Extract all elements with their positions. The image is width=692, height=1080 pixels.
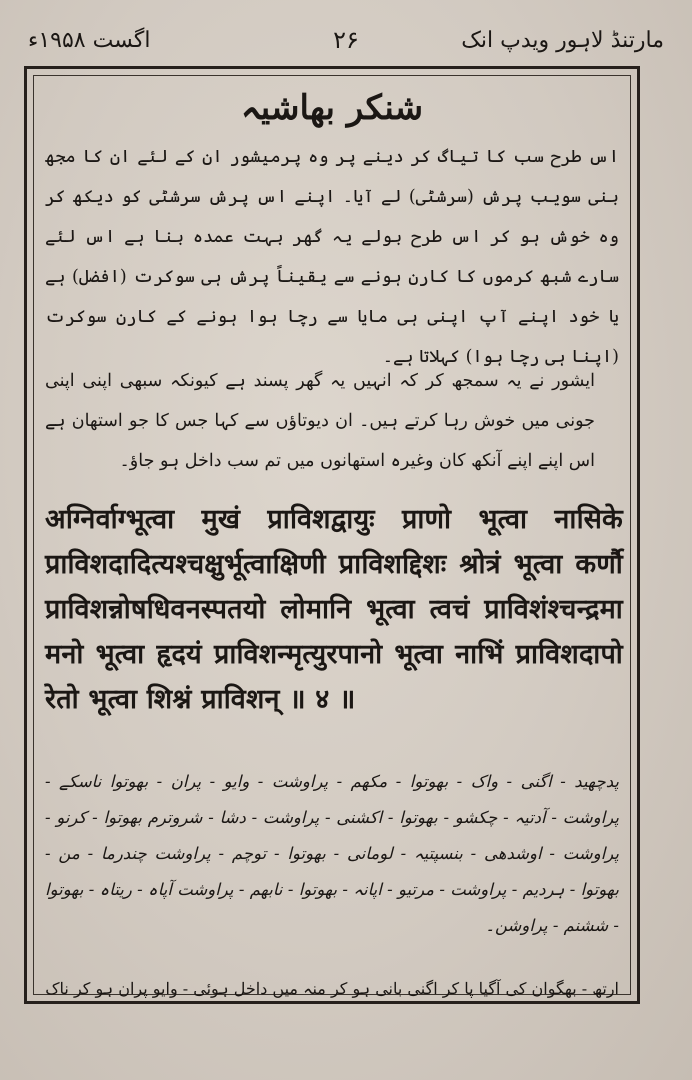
content-frame <box>24 66 640 1004</box>
sanskrit-verse: अग्निर्वाग्भूत्वा मुखं प्राविशद्वायुः प्राणो भूत्वा नासिके प्राविशदादित्यश्चक्षुर्भूत्वाक्षिणी प्राविशद्दिशः श्रोत्रं भूत्वा कर्णौ प्राविशन्नोषधिवनस्पतयो लोमानि भूत्वा त्वचं प्राविशंश्चन्द्रमा मनो भूत्वा हृदयं प्राविशन्मृत्युरपानो भूत्वा नाभिं प्राविशदापो रेतो भूत्वा शिश्नं प्राविशन् ॥ ४ ॥ <box>45 504 623 715</box>
transliteration-text: پدچھید - اگنی - واک - بھوتوا - مکھم - پراوشت - وایو - پران - بھوتوا ناسکے - پراوشت - آدتیہ - چکشو - بھوتوا - اکشنی - پراوشت - دشا - شروترم بھوتوا - کرنو - پراوشت - اوشدھی - بنسپتیہ - لومانی - بھوتوا - توچم - پراوشت چندرما - من - بھوتوا - ہردیم - پراوشت - مرتیو - اپانہ - بھوتوا - نابھم - پراوشت آپاہ - ریتاہ - بھوتوا - ششنم - پراوشن۔ <box>45 772 619 935</box>
word-split-transliteration <box>45 764 619 944</box>
commentary-text-1: اس طرح سب کا تیاگ کر دینے پر وہ پرمیشور ان کے لئے ان کا مجھ بنی سویب پرش (سرشٹی) لے آیا۔ اپنے اس پرش سرشٹی کو دیکھ کر وہ خوش ہو کر اس طرح بولے یہ گھر بہت عمدہ بنا ہے اس لئے سارے شبھ کرموں کا کارن ہونے سے یقیناً پرش ہی سوکرت (افضل) ہے یا خود اپنے آپ اپنی ہی مایا سے رچا ہوا ہونے کے کارن سوکرت (اپنا ہی رچا ہوا) کہلاتا ہے۔ <box>45 147 619 367</box>
page-number: ۲۶ <box>333 26 359 54</box>
commentary-paragraph-2 <box>45 361 619 481</box>
page-header <box>28 18 664 62</box>
meaning-footnote: ارتھ - بھگوان کی آگیا پا کر اگنی بانی ہو کر منہ میں داخل ہوئی - وایو پران ہو کر ناک <box>45 979 619 998</box>
section-title: شنکر بھاشیہ <box>240 88 424 128</box>
header-date: اگست ۱۹۵۸ء <box>28 27 151 53</box>
commentary-paragraph-1 <box>45 137 619 377</box>
header-publication: مارتنڈ لاہور ویدپ انک <box>461 27 664 53</box>
commentary-text-2: ایشور نے یہ سمجھ کر کہ انہیں یہ گھر پسند ہے کیونکہ سبھی اپنی اپنی جونی میں خوش رہا کرتے ہیں۔ ان دیوتاؤں سے کہا جس کا جو استھان ہے اس اپنے اپنے آنکھ کان وغیرہ استھانوں میں تم سب داخل ہو جاؤ۔ <box>45 371 595 471</box>
